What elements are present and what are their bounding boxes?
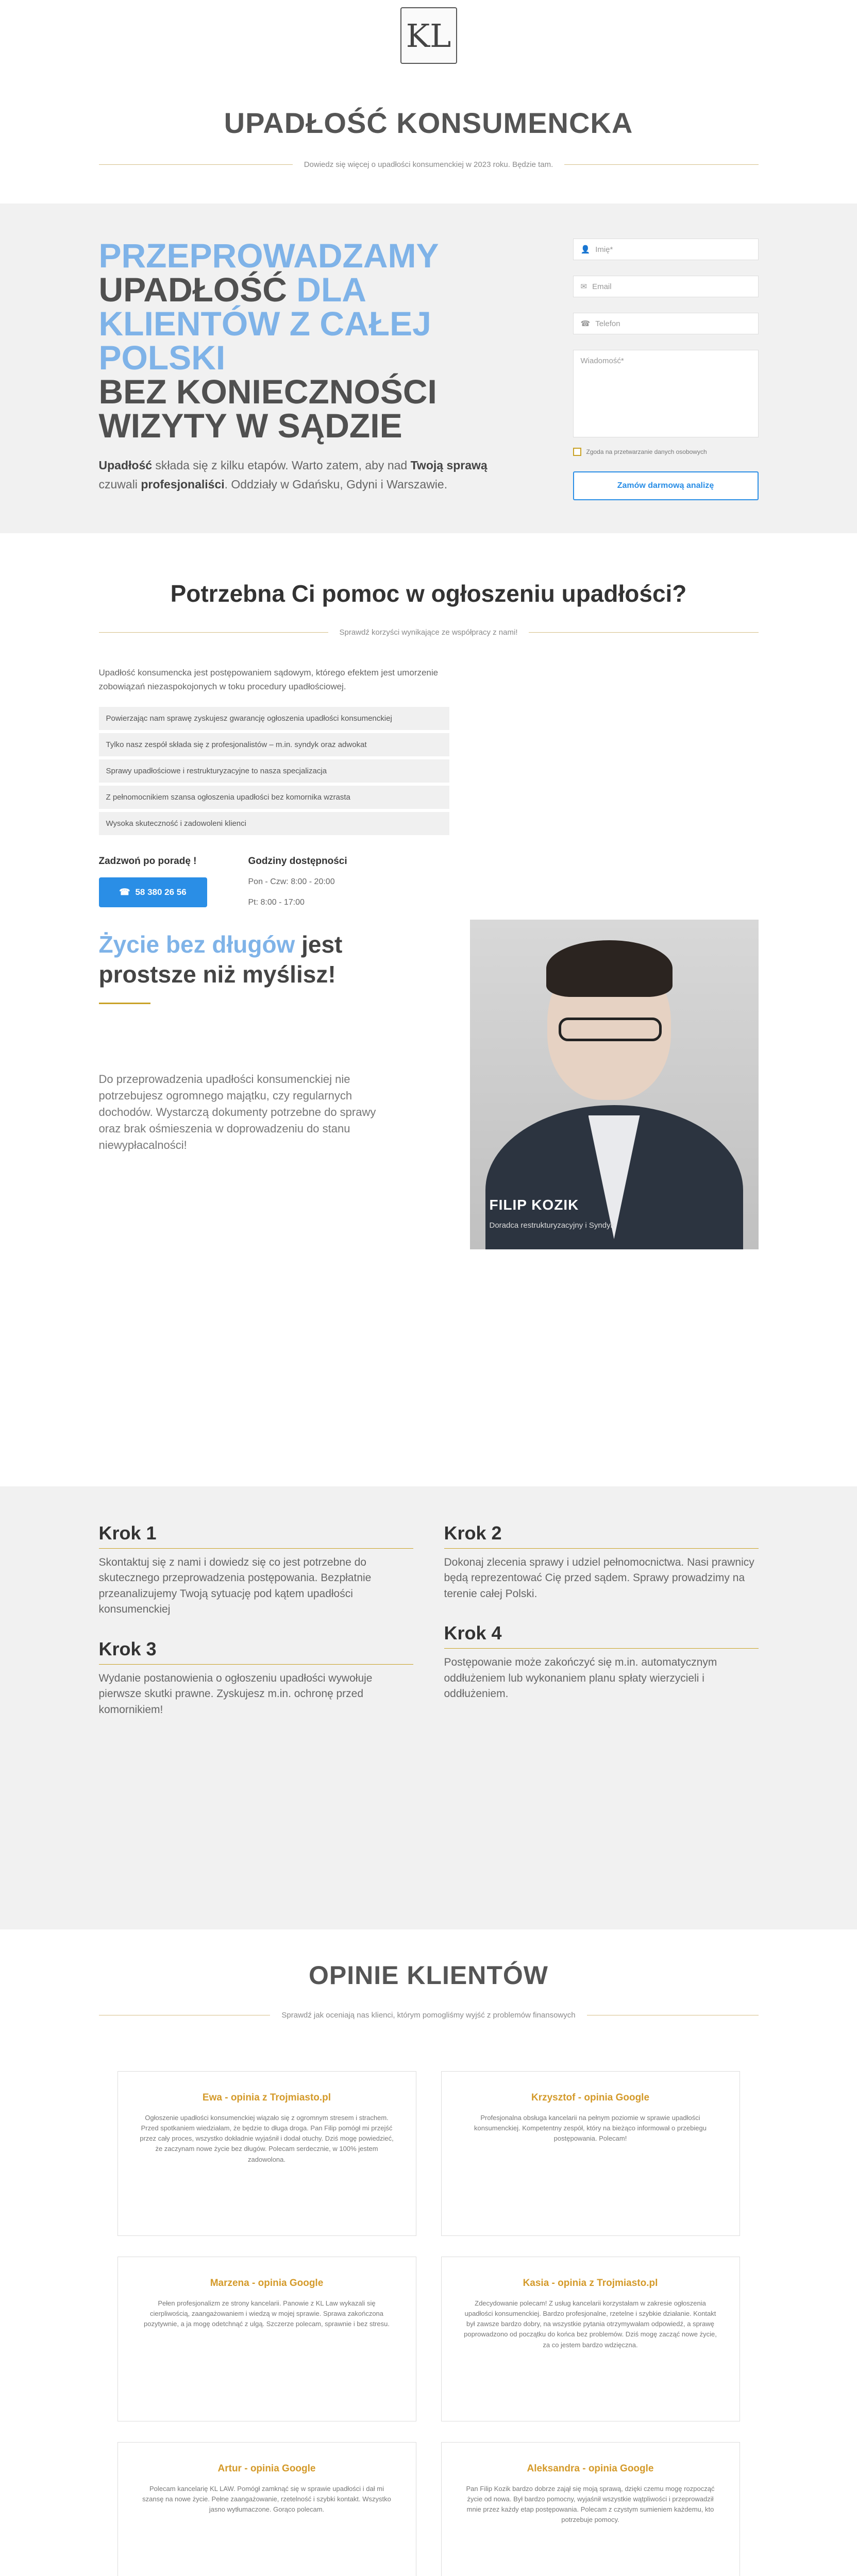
opinion-card [441,2257,740,2421]
reason-item: Tylko nasz zespół składa się z profesjonalistów – m.in. syndyk oraz adwokat [99,733,449,756]
hero-line-4: POLSKI [98,338,226,377]
opinion-card [117,2257,416,2421]
step-title: Krok 4 [444,1622,502,1644]
reason-item: Sprawy upadłościowe i restrukturyzacyjne to nasza specjalizacja [99,759,449,783]
opinions-subtitle: Sprawdź jak oceniają nas klienci, którym pomogliśmy wyjść z problemów finansowych [281,2011,576,2020]
message-field[interactable] [573,350,759,437]
page-title: UPADŁOŚĆ KONSUMENCKA [224,107,633,139]
hero-desc-text-3: . Oddziały w Gdańsku, Gdyni i Warszawie. [224,477,448,491]
opinion-title: Artur - opinia Google [217,2463,316,2474]
step-4 [444,1622,759,1702]
consent-checkbox[interactable] [573,448,581,456]
call-label: Zadzwoń po poradę ! [98,856,197,867]
phone-icon: ☎ [580,319,591,328]
opinion-card [441,2071,740,2236]
hero-desc-bold-2: Twoją sprawą [410,459,488,472]
reasons-list [99,707,449,835]
hero-headline [98,236,491,445]
phone-placeholder: Telefon [595,319,620,328]
help-content [99,666,449,919]
help-separator [99,628,759,637]
opinions-section [0,1929,857,2576]
name-placeholder: Imię* [595,245,613,254]
opinion-text: Zdecydowanie polecam! Z usług kancelarii korzystałam w zakresie ogłoszenia upadłości konsumenckiej. Bardzo profesjonalne, rzetelne i szybkie działanie. Kontakt był zawsze bardzo dobry, na wszystkie pytania otrzymywałam odpowiedź, a sprawę poprowadzono od początku do końca bez problemów. Dziś mogę zacząć nowe życie, za co jestem bardzo wdzięczna. [464,2299,717,2349]
submit-button[interactable]: Zamów darmową analizę [573,471,759,500]
user-icon: 👤 [580,245,591,254]
reason-item: Wysoka skuteczność i zadowoleni klienci [99,812,449,835]
consent-row [573,448,759,456]
life-description: Do przeprowadzenia upadłości konsumenckiej nie potrzebujesz ogromnego majątku, czy regularnych dochodów. Wystarczą dokumenty potrzebne do sprawy oraz brak ośmieszenia w doprowadzeniu do stanu niewypłacalności! [98,1073,376,1151]
opinions-title: OPINIE KLIENTÓW [309,1961,548,1990]
hero-line-5: BEZ KONIECZNOŚCI [98,372,437,411]
hero-description [99,456,491,494]
help-section [0,533,857,920]
reason-item: Z pełnomocnikiem szansa ogłoszenia upadłości bez komornika wzrasta [99,786,449,809]
opinion-title: Krzysztof - opinia Google [531,2092,650,2103]
step-title: Krok 2 [444,1522,502,1544]
opinion-title: Ewa - opinia z Trojmiasto.pl [202,2092,331,2103]
title-underline [99,1003,150,1004]
help-intro: Upadłość konsumencka jest postępowaniem sądowym, którego efektem jest umorzenie zobowiązań niezaspokojonych w toku procedury upadłościowej. [98,668,439,692]
hero-line-1: PRZEPROWADZAMY [98,236,439,275]
opinion-title: Marzena - opinia Google [210,2278,324,2289]
steps-section [0,1486,857,1929]
step-text: Postępowanie może zakończyć się m.in. automatycznym oddłużeniem lub wykonaniem planu spłaty wierzycieli i oddłużeniem. [444,1656,717,1700]
advisor-photo [470,920,759,1249]
opinions-separator [99,2011,759,2020]
hero-desc-text-1: składa się z kilku etapów. Warto zatem, aby nad [152,459,411,472]
page-header [0,0,857,204]
name-field[interactable] [573,239,759,260]
step-text: Wydanie postanowienia o ogłoszeniu upadłości wywołuje pierwsze skutki prawne. Zyskujesz m.in. ochronę przed komornikiem! [98,1672,373,1716]
step-3 [99,1638,413,1718]
contact-form [573,239,759,500]
header-separator [99,160,759,169]
opinion-card [117,2071,416,2236]
hours-block [248,856,347,919]
hero-section [0,204,857,533]
reason-item: Powierzając nam sprawę zyskujesz gwarancję ogłoszenia upadłości konsumenckiej [99,707,449,730]
header-subtitle: Dowiedz się więcej o upadłości konsumenckiej w 2023 roku. Będzie tam. [304,160,553,169]
opinion-text: Ogłoszenie upadłości konsumenckiej wiązało się z ogromnym stresem i strachem. Przed spotkaniem wiedziałam, że będzie to długa droga. Pan Filip pomógł mi przejść przez cały proces, wszystko dokładnie wyjaśnił i dodał otuchy. Dziś mogę powiedzieć, że zaczynam nowe życie bez długów. Polecam serdecznie, w 100% jestem zadowolona. [140,2114,394,2163]
mail-icon: ✉ [580,282,587,291]
life-title-highlight: Życie bez długów [98,931,295,958]
step-title: Krok 1 [98,1522,157,1544]
call-phone: 58 380 26 56 [135,887,187,897]
hours-line: Pt: 8:00 - 17:00 [248,898,305,907]
opinion-card [117,2442,416,2576]
logo[interactable]: KL [400,7,457,64]
step-1 [99,1522,413,1618]
consent-label: Zgoda na przetwarzanie danych osobowych [586,448,707,455]
hero-line-2b: DLA [296,270,366,309]
hero-text [98,236,491,500]
advisor-name: FILIP KOZIK [489,1197,579,1213]
phone-field[interactable] [573,313,759,334]
hero-line-6: WIZYTY W SĄDZIE [98,406,402,445]
opinion-text: Pan Filip Kozik bardzo dobrze zajął się moją sprawą, dzięki czemu mogę rozpocząć życie od nowa. Był bardzo pomocny, wyjaśnił wszystkie wątpliwości i przeprowadził mnie przez każdy etap postępowania. Polecam z czystym sumieniem każdemu, kto potrzebuje pomocy. [466,2485,715,2524]
life-title [99,930,418,989]
opinion-title: Kasia - opinia z Trojmiasto.pl [523,2278,658,2289]
advisor-role: Doradca restrukturyzacyjny i Syndyk [489,1221,615,1230]
hours-line: Pon - Czw: 8:00 - 20:00 [248,877,335,887]
life-title-part1: jest [295,931,343,958]
opinion-text: Pełen profesjonalizm ze strony kancelarii. Panowie z KL Law wykazali się cierpliwością, zaangażowaniem i wiedzą w mojej sprawie. Sprawa zakończona pozytywnie, a ja mogę odetchnąć z ulgą. Szczerze polecam, sprawnie i bez stresu. [144,2299,390,2328]
opinion-title: Aleksandra - opinia Google [527,2463,654,2474]
hero-desc-bold-1: Upadłość [98,459,153,472]
step-text: Dokonaj zlecenia sprawy i udziel pełnomocnictwa. Nasi prawnicy będą reprezentować Cię przed sądem. Sprawy prowadzimy na terenie całej Polski. [444,1556,754,1600]
call-button[interactable] [99,877,207,907]
hero-desc-text-2: czuwali [98,477,141,491]
hero-desc-bold-3: profesjonaliści [141,477,225,491]
opinion-text: Polecam kancelarię KL LAW. Pomógł zamknąć się w sprawie upadłości i dał mi szansę na nowe życie. Pełne zaangażowanie, rzetelność i szybki kontakt. Wszystko jasno wytłumaczone. Gorąco polecam. [142,2485,391,2514]
email-field[interactable] [573,276,759,297]
life-section [0,920,857,1486]
hours-label: Godziny dostępności [248,856,347,867]
life-title-part2: prostsze niż myślisz! [98,960,336,988]
message-placeholder: Wiadomość* [580,357,624,365]
step-2 [444,1522,759,1602]
opinion-card [441,2442,740,2576]
hero-line-2a: UPADŁOŚĆ [98,270,287,309]
help-title: Potrzebna Ci pomoc w ogłoszeniu upadłości? [170,580,687,607]
phone-icon: ☎ [119,887,130,897]
opinion-text: Profesjonalna obsługa kancelarii na pełnym poziomie w sprawie upadłości konsumenckiej. Kompetentny zespół, który na bieżąco informował o przebiegu postępowania. Polecam! [474,2114,707,2143]
call-block [99,856,207,919]
help-subtitle: Sprawdź korzyści wynikające ze współpracy z nami! [339,628,518,637]
step-title: Krok 3 [98,1638,157,1659]
email-placeholder: Email [592,282,612,291]
step-text: Skontaktuj się z nami i dowiedz się co jest potrzebne do skutecznego przeprowadzenia postępowania. Bezpłatnie przeanalizujemy Twoją sytuację pod kątem upadłości konsumenckiej [98,1556,372,1616]
hero-line-3: KLIENTÓW Z CAŁEJ [98,304,431,343]
